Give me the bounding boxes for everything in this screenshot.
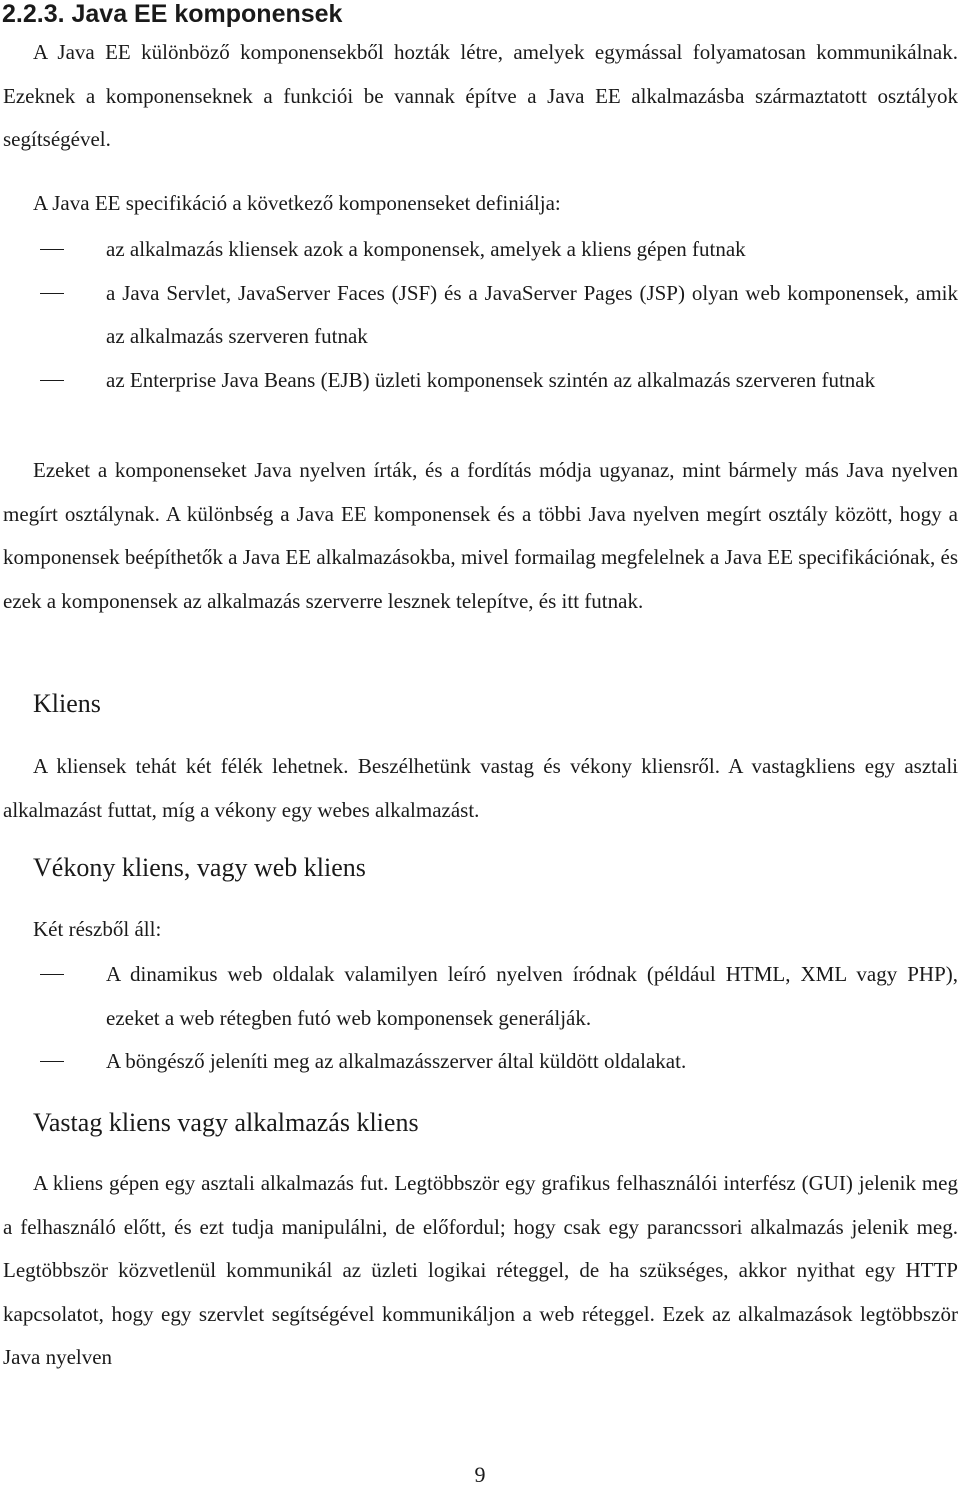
comparison-paragraph: Ezeket a komponenseket Java nyelven írták, és a fordítás módja ugyanaz, mint bármely más Java nyelven megírt osztálynak. A különbség a Java EE komponensek és a többi Java nyelven megírt osztály között, hogy a komponensek beépíthetők a Java EE alkalmazásokba, mivel formailag megfelelnek a Java EE specifikációnak, és ezek a komponensek az alkalmazás szerverre lesznek telepítve, és itt futnak. — [3, 458, 958, 613]
dash-bullet-icon — [40, 380, 64, 381]
list-item-text: a Java Servlet, JavaServer Faces (JSF) és a JavaServer Pages (JSP) olyan web komponensek, amik az alkalmazás szerveren futnak — [106, 280, 958, 348]
spec-lead: A Java EE specifikáció a következő komponenseket definiálja: — [33, 191, 561, 215]
vekony-parts-list — [0, 953, 958, 1084]
page-number: 9 — [474, 1462, 486, 1487]
list-item-text: A böngésző jeleníti meg az alkalmazásszerver által küldött oldalakat. — [106, 1049, 687, 1073]
list-item — [0, 272, 958, 359]
section-heading: 2.2.3. Java EE komponensek — [2, 0, 343, 28]
list-item — [0, 359, 958, 403]
dash-bullet-icon — [40, 293, 64, 294]
list-item-text: A dinamikus web oldalak valamilyen leíró nyelven íródnak (például HTML, XML vagy PHP), ezeket a web rétegben futó web komponensek generálják. — [106, 962, 958, 1030]
list-item-text: az Enterprise Java Beans (EJB) üzleti komponensek szintén az alkalmazás szerveren futnak — [106, 367, 876, 392]
intro-paragraph: A Java EE különböző komponensekből hozták létre, amelyek egymással folyamatosan kommunikálnak. Ezeknek a komponenseknek a funkciói be vannak építve a Java EE alkalmazásba származtatott osztályok segítségével. — [3, 40, 958, 151]
dash-bullet-icon — [40, 974, 64, 975]
vekony-lead: Két részből áll: — [33, 917, 162, 941]
kliens-heading: Kliens — [33, 689, 101, 718]
list-item — [0, 953, 958, 1040]
dash-bullet-icon — [40, 1061, 64, 1062]
list-item — [0, 228, 958, 272]
vastag-kliens-heading: Vastag kliens vagy alkalmazás kliens — [33, 1108, 419, 1137]
dash-bullet-icon — [40, 249, 64, 250]
list-item-text: az alkalmazás kliensek azok a komponensek, amelyek a kliens gépen futnak — [106, 237, 746, 261]
vekony-kliens-heading: Vékony kliens, vagy web kliens — [33, 853, 366, 882]
vastag-kliens-paragraph: A kliens gépen egy asztali alkalmazás fut. Legtöbbször egy grafikus felhasználói interfész (GUI) jelenik meg a felhasználó előtt, és ezt tudja manipulálni, de előfordul; hogy csak egy parancssori alkalmazás jelenik meg. Legtöbbször közvetlenül kommunikál az üzleti logikai réteggel, de ha szükséges, akkor nyithat egy HTTP kapcsolatot, hogy egy szervlet segítségével kommunikáljon a web réteggel. Ezek az alkalmazások legtöbbször Java nyelven — [3, 1171, 958, 1369]
spec-component-list — [0, 228, 958, 402]
kliens-paragraph: A kliensek tehát két félék lehetnek. Beszélhetünk vastag és vékony kliensről. A vastagkliens egy asztali alkalmazást futtat, míg a vékony egy webes alkalmazást. — [3, 754, 958, 822]
list-item — [0, 1040, 958, 1084]
